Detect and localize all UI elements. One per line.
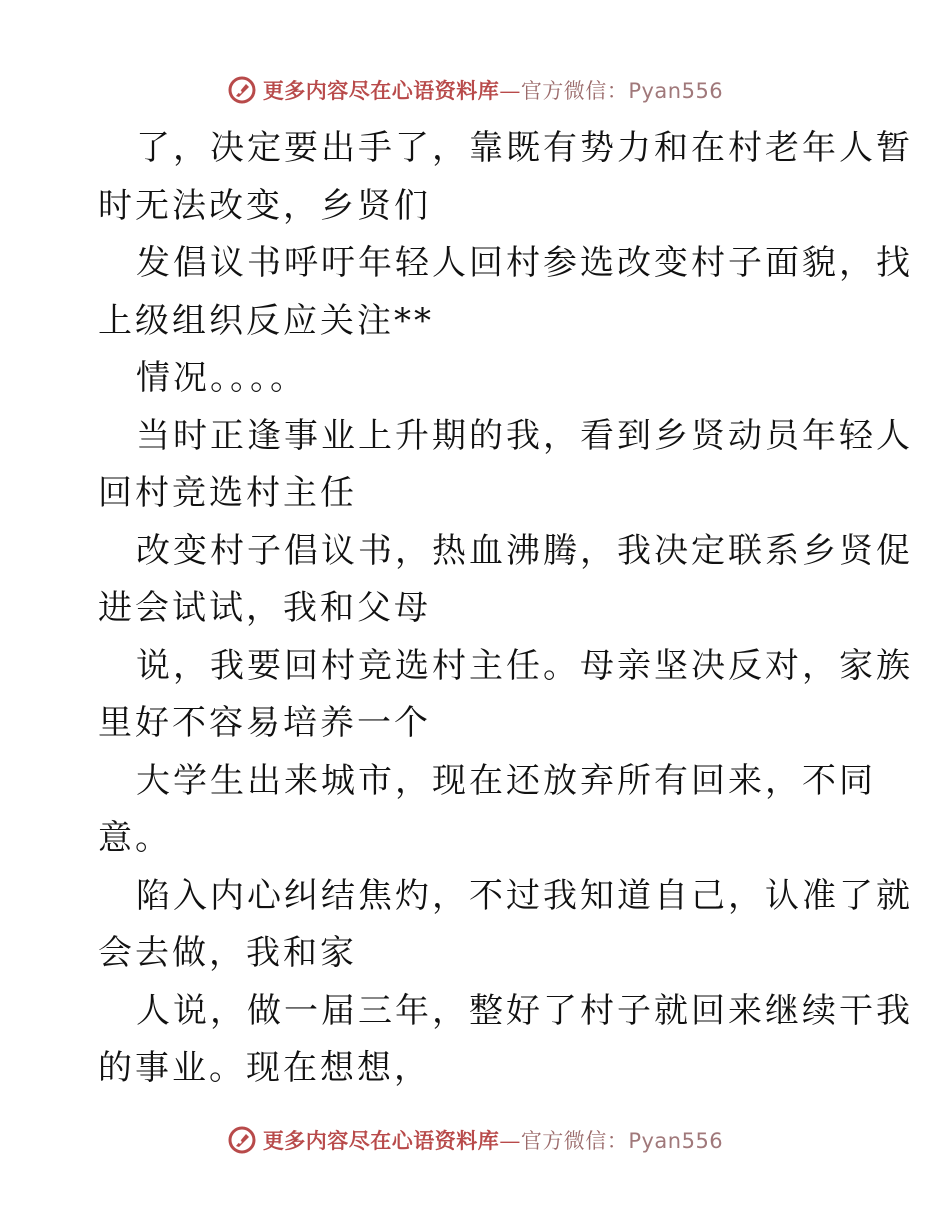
watermark-footer [0,1120,950,1160]
watermark-wechat-id: Pyan556 [628,1129,724,1153]
text-line: 人说，做一届三年，整好了村子就回来继续干我 [136,990,913,1031]
text-line: 上级组织反应关注** [98,300,434,341]
pen-nib-circle-icon [227,75,257,105]
text-line: 当时正逢事业上升期的我，看到乡贤动员年轻人 [136,415,913,456]
text-line: 了，决定要出手了，靠既有势力和在村老年人暂 [136,128,913,168]
text-line: 陷入内心纠结焦灼，不过我知道自己，认准了就 [136,875,913,916]
text-line: 进会试试，我和父母 [98,588,431,628]
watermark-wechat-id: Pyan556 [628,79,724,103]
watermark-wechat-label: 官方微信： [520,79,629,103]
watermark-main: 更多内容尽在心语资料库 [262,78,500,103]
text-line: 里好不容易培养一个 [98,703,431,743]
text-line: 会去做，我和家 [98,933,357,973]
text-line: 改变村子倡议书，热血沸腾，我决定联系乡贤促 [136,530,913,571]
pen-nib-circle-icon [227,1125,257,1155]
watermark-header [0,70,950,110]
text-line: 大学生出来城市，现在还放弃所有回来，不同 [136,760,876,801]
text-line: 发倡议书呼吁年轻人回村参选改变村子面貌，找 [136,243,913,283]
watermark-text [263,1125,723,1155]
text-line: 意。 [98,818,172,858]
text-line: 回村竞选村主任 [98,473,357,513]
text-line: 的事业。现在想想， [98,1048,431,1088]
text-line: 说，我要回村竞选村主任。母亲坚决反对，家族 [136,645,913,686]
watermark-wechat-label: 官方微信： [520,1129,629,1153]
text-line: 情况。。。。 [136,358,307,398]
document-body [98,120,913,1098]
watermark-separator: — [499,1129,521,1153]
text-line: 时无法改变，乡贤们 [98,185,431,226]
watermark-main: 更多内容尽在心语资料库 [262,1128,500,1153]
watermark-text [263,75,723,105]
watermark-separator: — [499,79,521,103]
